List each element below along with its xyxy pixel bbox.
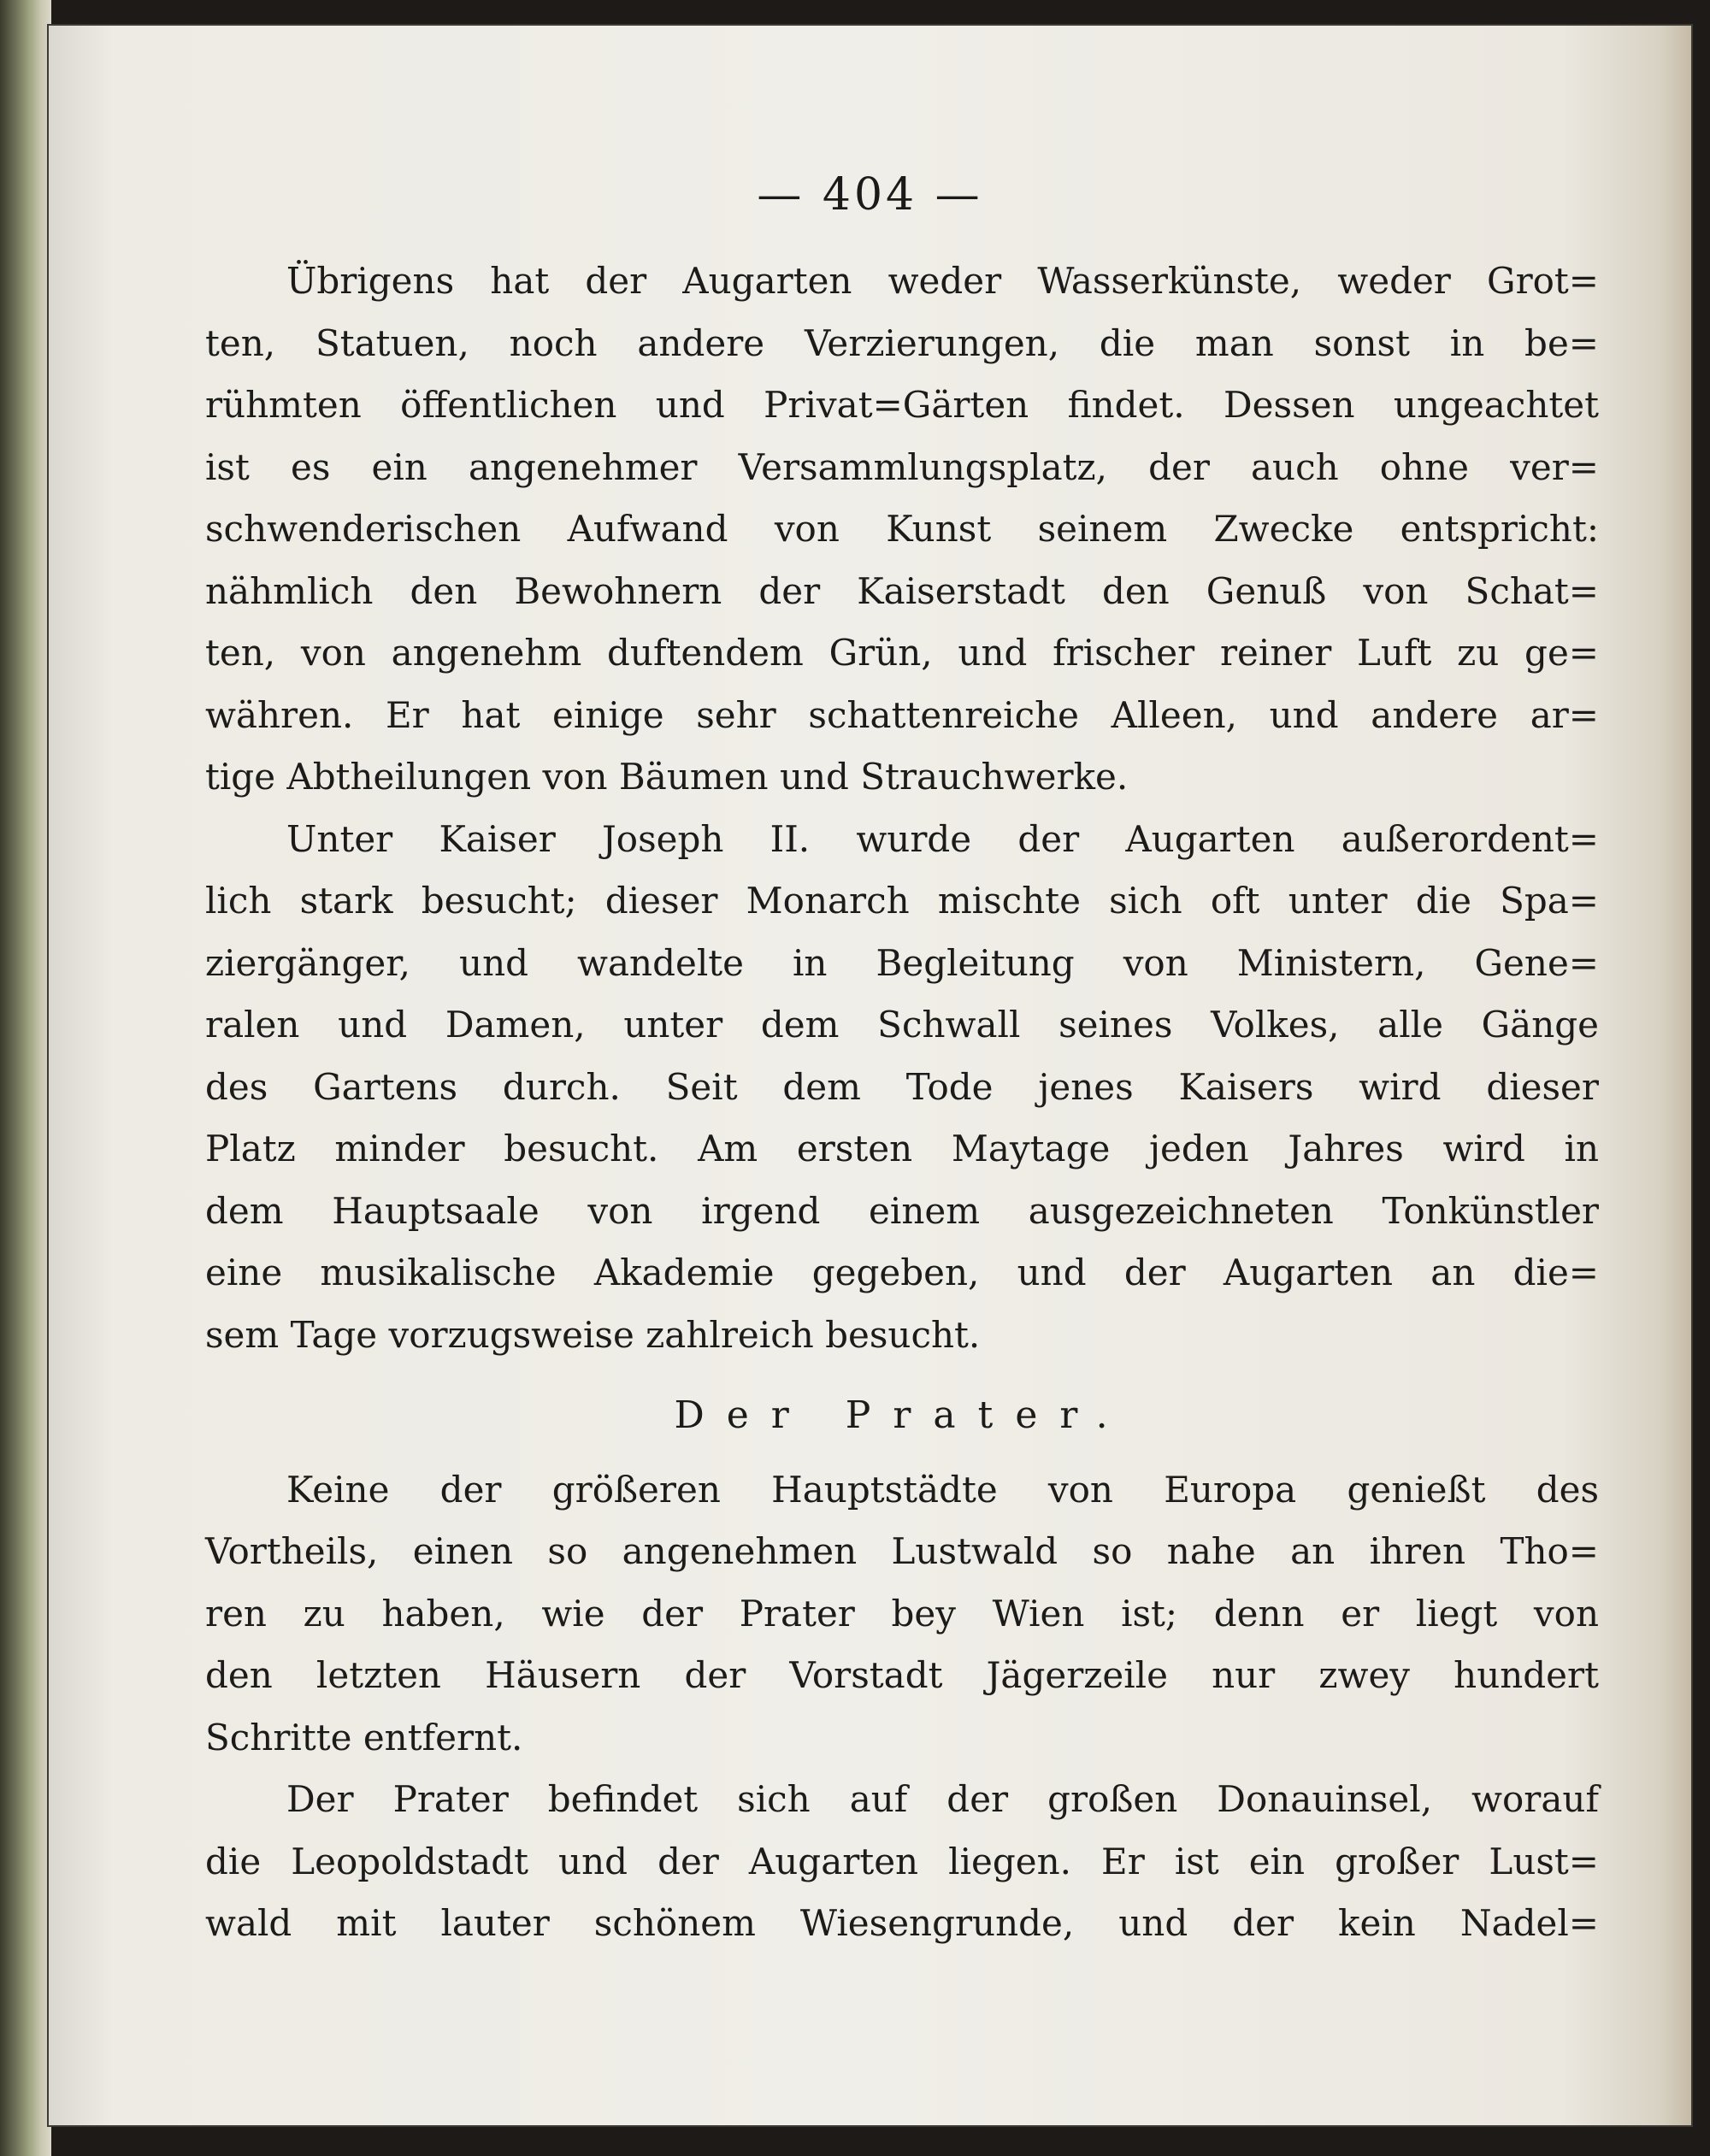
paragraph-joseph-ii [205,809,1599,1367]
text-line: wald mit lauter schönem Wiesengrunde, und der kein Nadel= [205,1902,1599,1944]
text-line: ten, von angenehm duftendem Grün, und frischer reiner Luft zu ge= [205,632,1599,674]
text-line: ten, Statuen, noch andere Verzierungen, die man sonst in be= [205,321,1599,364]
text-line: tige Abtheilungen von Bäumen und Strauchwerke. [205,756,1129,798]
text-line: eine musikalische Akademie gegeben, und der Augarten an die= [205,1252,1599,1293]
paragraph-prater-intro [205,1459,1599,1770]
text-line: Unter Kaiser Joseph II. wurde der Augarten außerordent= [286,817,1599,860]
text-line: schwenderischen Aufwand von Kunst seinem Zwecke entspricht: [205,508,1599,550]
text-line: Keine der größeren Hauptstädte von Europa genießt des [286,1468,1599,1511]
text-line: Der Prater befindet sich auf der großen Donauinsel, worauf [286,1778,1599,1820]
text-line: ist es ein angenehmer Versammlungsplatz, der auch ohne ver= [205,445,1599,488]
text-line: den letzten Häusern der Vorstadt Jägerzeile nur zwey hundert [205,1654,1599,1696]
page [47,24,1693,2127]
text-line: lich stark besucht; dieser Monarch mischte sich oft unter die Spa= [205,880,1599,922]
text-line: sem Tage vorzugsweise zahlreich besucht. [205,1313,981,1356]
paragraph-augarten-features [205,250,1599,809]
text-line: Schritte entfernt. [205,1716,523,1758]
text-line: nähmlich den Bewohnern der Kaiserstadt den Genuß von Schat= [205,569,1599,612]
book-edge [0,0,51,2156]
text-line: Platz minder besucht. Am ersten Maytage jeden Jahres wird in [205,1128,1599,1169]
text-line: rühmten öffentlichen und Privat=Gärten findet. Dessen ungeachtet [205,384,1599,426]
paragraph-prater-location [205,1769,1599,1955]
text-line: Vortheils, einen so angenehmen Lustwald so nahe an ihren Tho= [205,1530,1599,1572]
text-line: ziergänger, und wandelte in Begleitung von Ministern, Gene= [205,941,1599,984]
text-line: dem Hauptsaale von irgend einem ausgezeichneten Tonkünstler [205,1189,1599,1232]
text-line: ren zu haben, wie der Prater bey Wien ist; denn er liegt von [205,1592,1599,1635]
text-line: die Leopoldstadt und der Augarten liegen. Er ist ein großer Lust= [205,1840,1599,1882]
text-line: ralen und Damen, unter dem Schwall seines Volkes, alle Gänge [205,1004,1599,1046]
page-number: — 404 — [757,169,983,221]
section-heading: Der Prater. [674,1393,1130,1437]
text-line: Übrigens hat der Augarten weder Wasserkünste, weder Grot= [286,260,1599,302]
text-line: des Gartens durch. Seit dem Tode jenes Kaisers wird dieser [205,1065,1599,1108]
text-line: währen. Er hat einige sehr schattenreiche Alleen, und andere ar= [205,693,1599,736]
body-text [205,250,1599,1955]
